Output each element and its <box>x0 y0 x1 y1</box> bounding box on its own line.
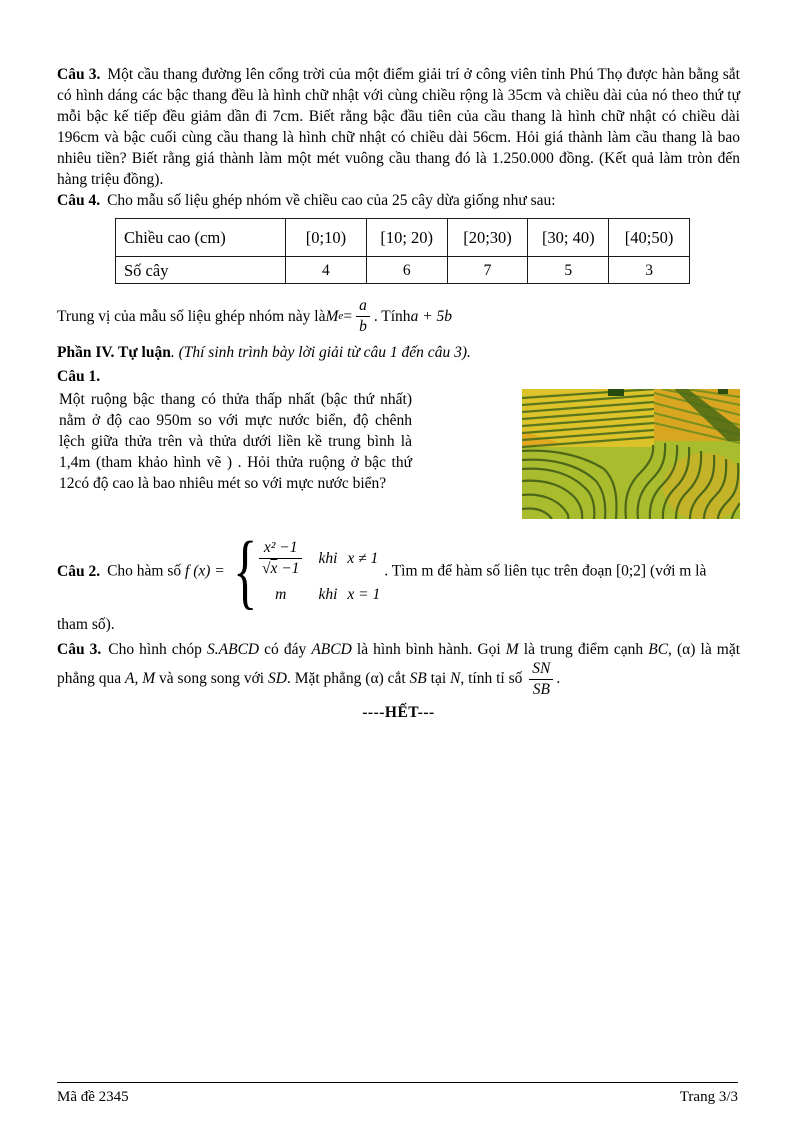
question-3-text: Một cầu thang đường lên cổng trời của một điểm giải trí ở công viên tỉnh Phú Thọ được hàn bằng sắt có hình dáng các bậc thang đều là hình chữ nhật với cùng chiều rộng là 35cm và chiều dài của nó theo thứ tự mỗi bậc kế tiếp đều giảm dần đi 7cm. Biết rằng bậc đầu tiên của cầu thang là hình chữ nhật có chiều dài 196cm và bậc cuối cùng cầu thang là hình chữ nhật có chiều dài 56cm. Hỏi giá thành làm cầu thang là bao nhiêu tiền? Biết rằng giá thành làm một mét vuông cầu thang đó là 1.250.000 đồng. (Kết quả làm tròn đến hàng triệu đồng). <box>57 66 740 188</box>
exam-code: Mã đề 2345 <box>57 1089 129 1105</box>
part-4-heading <box>57 342 740 363</box>
page-footer <box>57 1082 738 1108</box>
text-segment: và song song với <box>155 669 268 687</box>
math-segment: SB <box>409 669 427 687</box>
terraced-rice-fields-photo <box>522 389 740 519</box>
text-segment: , (α) là mặt phẳng qua <box>57 641 741 687</box>
math-segment: M <box>505 641 519 658</box>
essay-question-2-label: Câu 2. <box>57 562 101 580</box>
text-segment: là trung điểm cạnh <box>518 641 649 658</box>
math-segment: S.ABCD <box>207 641 260 658</box>
table-cell: 6 <box>366 257 447 284</box>
question-4-intro <box>57 190 740 211</box>
page-number: Trang 3/3 <box>679 1089 738 1105</box>
median-expression: a + 5b <box>410 307 453 325</box>
table-cell: 5 <box>528 257 609 284</box>
fraction-numerator: SN <box>529 660 553 680</box>
math-segment: N <box>450 669 461 687</box>
essay-question-2-intro: Cho hàm số <box>107 562 186 580</box>
frequency-table <box>115 218 690 284</box>
ratio-fraction <box>529 660 553 699</box>
case2-condition: khi x = 1 <box>318 586 381 604</box>
essay-question-2-paragraph <box>57 525 740 635</box>
text-segment: Cho hình chóp <box>108 641 208 658</box>
table-row2-label: Số cây <box>116 257 286 284</box>
case1-numerator: x² −1 <box>259 539 303 559</box>
median-variable: M <box>325 307 339 325</box>
text-segment: là hình bình hành. Gọi <box>351 641 506 658</box>
table-cell: [40;50) <box>609 219 690 257</box>
essay-question-1-label: Câu 1. <box>57 368 101 385</box>
table-row1-label: Chiều cao (cm) <box>116 219 286 257</box>
text-segment: tại <box>426 669 451 687</box>
median-subscript: e <box>338 309 344 322</box>
case2-value: m <box>275 586 287 604</box>
page-content <box>57 64 740 723</box>
fraction-denominator: b <box>359 317 367 335</box>
end-marker: ----HẾT--- <box>362 703 435 721</box>
essay-question-1-row <box>57 389 740 519</box>
essay-question-1-text: Một ruộng bậc thang có thửa thấp nhất (bậc thứ nhất) nằm ở độ cao 950m so với mực nước biển, độ chênh lệch giữa thửa trên và thửa dưới liền kề trung bình là 1,4m (tham khảo hình vẽ ) . Hỏi thửa ruộng ở bậc thứ 12có độ cao là bao nhiêu mét so với mực nước biển? <box>59 391 412 492</box>
case1-condition: khi x ≠ 1 <box>318 549 379 567</box>
text-segment: có đáy <box>259 641 312 658</box>
fraction-denominator: SB <box>532 680 550 698</box>
table-cell: 7 <box>447 257 528 284</box>
table-cell: [0;10) <box>286 219 367 257</box>
median-statement <box>57 293 740 339</box>
text-segment: . Mặt phẳng (α) cắt <box>286 669 410 687</box>
math-segment: A, M <box>125 669 156 687</box>
essay-question-3-paragraph <box>57 639 740 699</box>
math-segment: ABCD <box>311 641 352 658</box>
question-3-paragraph <box>57 64 740 190</box>
question-4-label: Câu 4. <box>57 192 101 209</box>
table-cell: 3 <box>609 257 690 284</box>
table-cell: [30; 40) <box>528 219 609 257</box>
table-cell: [20;30) <box>447 219 528 257</box>
fraction-numerator: a <box>356 297 370 317</box>
piecewise-function <box>232 525 381 618</box>
part-4-note: . (Thí sinh trình bày lời giải từ câu 1 đến câu 3). <box>170 344 471 361</box>
math-segment: SD <box>267 669 287 687</box>
left-brace: { <box>232 525 257 618</box>
median-fraction <box>356 297 370 336</box>
median-prefix: Trung vị của mẫu số liệu ghép nhóm này là <box>57 307 326 325</box>
essay-question-3-label: Câu 3. <box>57 641 102 658</box>
equals-sign: = <box>343 307 353 325</box>
math-segment: BC <box>648 641 669 658</box>
text-segment: , tính tỉ số <box>460 669 527 687</box>
text-segment: . <box>556 669 561 687</box>
case1-denominator: √x −1 <box>261 559 300 577</box>
table-row <box>116 219 690 257</box>
case1-fraction <box>259 539 303 578</box>
function-notation: f (x) = <box>185 562 229 580</box>
median-mid: . Tính <box>373 307 411 325</box>
table-cell: [10; 20) <box>366 219 447 257</box>
part-4-label: Phần IV. Tự luận <box>57 344 171 361</box>
essay-question-2-after: . Tìm m để hàm số liên tục trên đoạn [0;2] (với m là tham số). <box>57 562 707 633</box>
table-row <box>116 257 690 284</box>
table-cell: 4 <box>286 257 367 284</box>
question-4-text: Cho mẫu số liệu ghép nhóm về chiều cao của 25 cây dừa giống như sau: <box>107 192 556 209</box>
question-3-label: Câu 3. <box>57 66 101 83</box>
